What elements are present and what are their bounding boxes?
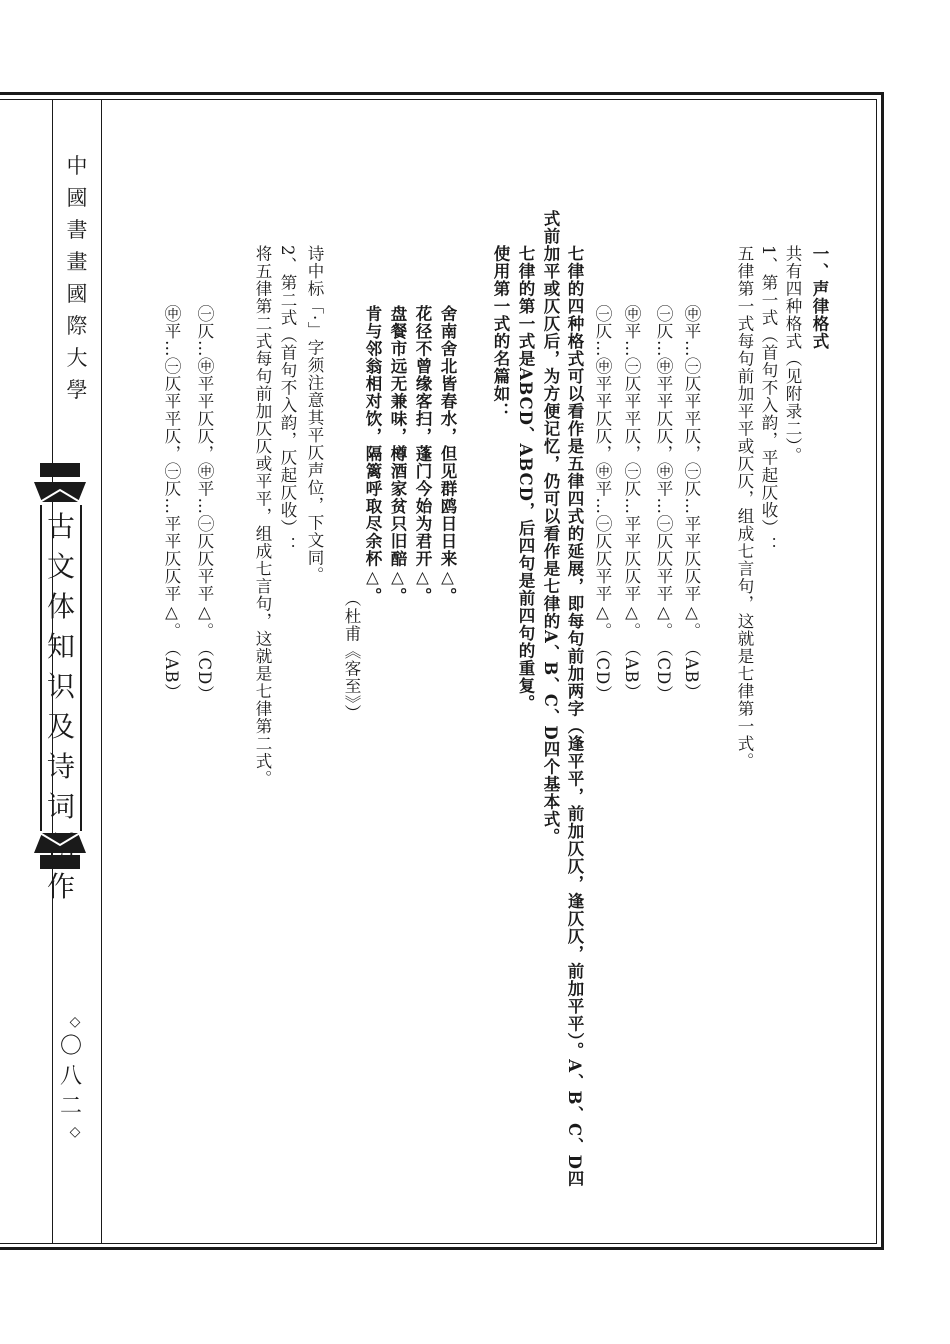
- book-title-char: 诗: [46, 750, 75, 783]
- book-title-char: 知: [46, 630, 75, 663]
- pattern-line: ㊀仄…㊥平平仄仄，㊥平…㊀仄仄平平△。: [593, 305, 612, 640]
- book-title-char: 及: [46, 710, 75, 743]
- book-title-char: 识: [46, 670, 75, 703]
- paragraph-line: 式前加平或仄仄后，为方便记忆，仍可以看作是七律的A、B、C、D四个基本式。: [541, 210, 560, 846]
- pattern-line: ㊥平…㊀仄平平仄，㊀仄…平平仄仄平△。: [622, 305, 641, 640]
- title-bar-top: [40, 463, 80, 477]
- poem-line: 肯与邻翁相对饮，隔篱呼取尽余杯△。: [363, 305, 382, 605]
- note-text: 诗中标「·」字须注意其平仄声位，下文同。: [305, 245, 324, 584]
- section-heading: 一、声律格式: [810, 245, 829, 350]
- pattern-line: ㊀仄…㊥平平仄仄，㊥平…㊀仄仄平平△。: [195, 305, 214, 640]
- poem-line: 舍南舍北皆春水，但见群鸥日日来△。: [438, 305, 457, 605]
- school-name-char: 際: [66, 314, 88, 338]
- pattern-line: ㊥平…㊀仄平平仄，㊀仄…平平仄仄平△。: [682, 305, 701, 640]
- book-title-char: 作: [46, 870, 75, 903]
- intro-text: 共有四种格式（见附录二）。: [783, 245, 802, 465]
- pattern-tag: （CD）: [593, 640, 612, 703]
- school-name-char: 畫: [66, 250, 88, 274]
- poem-line: 盘餐市远无兼味，樽酒家贫只旧醅△。: [388, 305, 407, 605]
- margin-rule: [101, 99, 102, 1244]
- pattern-line: ㊀仄…㊥平平仄仄，㊥平…㊀仄仄平平△。: [654, 305, 673, 640]
- paragraph-line: 七律的第一式是ABCD、ABCD，后四句是前四句的重复。: [516, 245, 535, 712]
- school-name-char: 國: [66, 282, 88, 306]
- school-name-char: 學: [66, 378, 88, 402]
- poem-line: 花径不曾缘客扫，蓬门今始为君开△。: [413, 305, 432, 605]
- item1-description: 五律第一式每句前加平平或仄仄，组成七言句，这就是七律第一式。: [735, 245, 754, 770]
- poem-attribution: （杜甫《客至》）: [342, 590, 361, 722]
- school-name-char: 國: [66, 186, 88, 210]
- item1-heading: 1、第一式（首句不入韵，平起仄收）：: [759, 245, 778, 554]
- item2-description: 将五律第二式每句前加仄仄或平平，组成七言句，这就是七律第二式。: [253, 245, 272, 788]
- page-number-char: 〇: [60, 1034, 83, 1059]
- book-title-char: 体: [46, 590, 75, 623]
- book-title-char: 文: [46, 550, 75, 583]
- pattern-tag: （AB）: [622, 640, 641, 702]
- pattern-tag: （AB）: [162, 640, 181, 702]
- school-name-char: 書: [66, 218, 88, 242]
- school-name: [62, 150, 92, 406]
- book-title-char: 古: [46, 510, 75, 543]
- pattern-tag: （CD）: [195, 640, 214, 703]
- pattern-tag: （AB）: [682, 640, 701, 702]
- page-number: [60, 1012, 90, 1142]
- page-mark: ◇: [69, 1124, 81, 1140]
- page-number-char: 八: [60, 1064, 83, 1089]
- item2-heading: 2、第二式（首句不入韵，仄起仄收）：: [278, 245, 297, 554]
- page-mark: ◇: [69, 1014, 81, 1030]
- paragraph-line: 使用第一式的名篇如：: [491, 245, 510, 420]
- school-name-char: 大: [66, 346, 88, 370]
- school-name-char: 中: [66, 154, 88, 178]
- paragraph-line: 七律的四种格式可以看作是五律四式的延展，即每句前加两字（逢平平，前加仄仄，逢仄仄，前加平平）。A、B、C、D四: [565, 245, 584, 1188]
- page-number-char: 二: [60, 1094, 83, 1119]
- book-title-char: 词: [46, 790, 75, 823]
- title-chevron-top: [34, 482, 86, 502]
- title-bar-bottom: [40, 855, 80, 869]
- book-title: [40, 505, 82, 903]
- pattern-line: ㊥平…㊀仄平平仄，㊀仄…平平仄仄平△。: [162, 305, 181, 640]
- pattern-tag: （CD）: [654, 640, 673, 703]
- title-chevron-bottom: [34, 833, 86, 853]
